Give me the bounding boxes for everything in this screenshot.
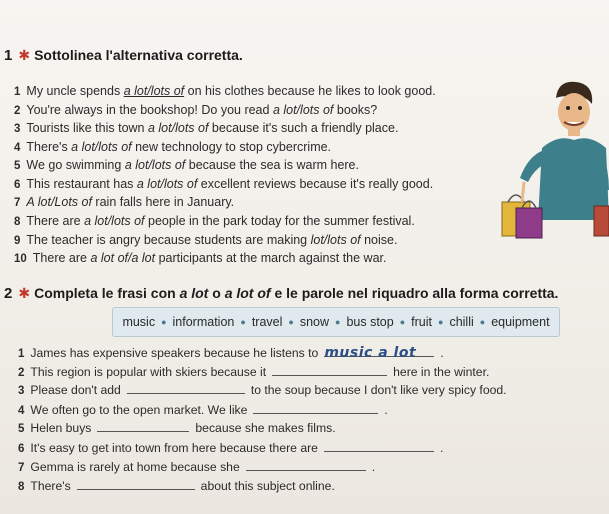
item-options[interactable]: a lot/lots of [84, 214, 145, 228]
exercise-1-item [14, 103, 377, 117]
exercise-2-item [18, 345, 444, 360]
item-text: . [384, 403, 388, 417]
item-text: Gemma is rarely at home because she [30, 460, 240, 474]
item-text: This region is popular with skiers because it [30, 365, 267, 379]
item-text: It's easy to get into town from here because there are [30, 441, 318, 455]
item-text: You're always in the bookshop! Do you read [26, 103, 273, 117]
item-text: My uncle spends [26, 84, 124, 98]
item-text: participants at the march against the war. [155, 251, 387, 265]
word-option: travel [251, 315, 283, 329]
answer-blank[interactable] [324, 345, 434, 361]
exercise-1-item [14, 158, 359, 172]
answer-blank[interactable] [127, 382, 245, 394]
exercise-1-item [14, 195, 234, 209]
exercise-2-item [18, 364, 489, 379]
exercise-2-item [18, 382, 507, 397]
item-options[interactable]: a lot/lots of [71, 140, 132, 154]
instruction-part: a lot [179, 285, 209, 301]
bullet-separator: ● [479, 317, 486, 327]
item-number: 5 [14, 160, 21, 172]
item-text: Helen buys [30, 421, 92, 435]
exercise-1-item [14, 177, 433, 191]
man-with-shopping-bags-illustration [498, 70, 609, 270]
item-text: . [371, 460, 376, 474]
item-text: This restaurant has [26, 177, 137, 191]
item-options[interactable]: a lot of/a lot [90, 251, 156, 265]
item-text: The teacher is angry because students are making [26, 233, 311, 247]
exercise-1-heading [4, 47, 243, 64]
item-number: 4 [14, 142, 21, 154]
exercise-number: 2 [4, 285, 13, 302]
item-number: 10 [14, 253, 27, 265]
item-number: 8 [18, 481, 25, 493]
exercise-2-item [18, 440, 443, 455]
item-number: 9 [14, 235, 21, 247]
answer-blank[interactable] [272, 364, 387, 376]
item-number: 2 [14, 105, 21, 117]
word-option: equipment [491, 315, 550, 329]
item-number: 7 [14, 197, 21, 209]
answer-blank[interactable] [77, 478, 195, 490]
bullet-separator: ● [438, 317, 444, 327]
item-text: books? [333, 103, 378, 117]
instruction-part: e le parole nel riquadro alla forma corretta. [270, 285, 559, 301]
item-text: There's [30, 479, 71, 493]
word-option: bus stop [346, 315, 394, 329]
exercise-2-item [18, 420, 336, 435]
item-text: here in the winter. [393, 365, 490, 379]
exercise-instruction: Sottolinea l'alternativa corretta. [34, 47, 243, 63]
exercise-number: 1 [4, 47, 13, 64]
exercise-1-item [14, 84, 436, 98]
item-text: James has expensive speakers because he listens to [30, 346, 319, 360]
item-options[interactable]: A lot/Lots of [26, 195, 92, 209]
item-options[interactable]: lot/lots of [310, 233, 361, 247]
item-number: 4 [18, 405, 25, 417]
bullet-separator: ● [161, 317, 167, 327]
exercise-2-heading [4, 285, 558, 302]
instruction-part: a lot of [224, 285, 271, 301]
item-text: There's [26, 140, 72, 154]
item-text: because the sea is warm here. [185, 158, 359, 172]
item-number: 5 [18, 423, 25, 435]
item-number: 3 [14, 123, 21, 135]
bullet-separator: ● [335, 317, 341, 327]
item-text: people in the park today for the summer festival. [144, 214, 415, 228]
item-text: rain falls here in January. [91, 195, 235, 209]
handwritten-answer: music a lot [324, 345, 417, 361]
item-number: 7 [18, 462, 25, 474]
word-option: music [122, 315, 156, 329]
bullet-separator: ● [288, 317, 294, 327]
item-text: Tourists like this town [26, 121, 148, 135]
instruction-part: Completa le frasi con [34, 285, 180, 301]
item-text: We often go to the open market. We like [30, 403, 248, 417]
item-options[interactable]: a lot/lots of [272, 103, 334, 117]
exercise-1-item [14, 251, 386, 265]
star-icon: ✱ [18, 47, 31, 63]
exercise-2-item [18, 478, 335, 493]
item-text: . [439, 441, 444, 455]
exercise-1-item [14, 233, 397, 247]
exercise-2-item [18, 402, 388, 417]
bullet-separator: ● [399, 317, 406, 327]
item-number: 1 [18, 348, 25, 360]
answer-blank[interactable] [97, 420, 189, 432]
item-text: because she makes films. [195, 421, 336, 435]
item-text: noise. [360, 233, 398, 247]
item-text: new technology to stop cybercrime. [131, 140, 332, 154]
item-text: because it's such a friendly place. [208, 121, 399, 135]
answer-blank[interactable] [324, 440, 434, 452]
word-option: chilli [449, 315, 474, 329]
item-text: There are [26, 214, 85, 228]
item-text: . [440, 346, 444, 360]
item-number: 6 [18, 443, 25, 455]
item-options[interactable]: a lot/lots of [147, 121, 209, 135]
instruction-part: o [208, 285, 225, 301]
exercise-1-item [14, 140, 331, 154]
item-text: There are [32, 251, 91, 265]
item-options[interactable]: a lot/lots of [123, 84, 185, 98]
word-option: fruit [411, 315, 432, 329]
item-number: 8 [14, 216, 21, 228]
item-text: We go swimming [26, 158, 125, 172]
word-option: snow [299, 315, 330, 329]
item-options[interactable]: a lot/lots of [136, 177, 198, 191]
exercise-1-item [14, 214, 415, 228]
exercise-2-item [18, 459, 375, 474]
item-text: on his clothes because he likes to look good. [184, 84, 436, 98]
item-text: to the soup because I don't like very spicy food. [250, 383, 507, 397]
item-number: 6 [14, 179, 21, 191]
item-number: 3 [18, 385, 25, 397]
item-text: about this subject online. [200, 479, 335, 493]
word-option: information [172, 315, 235, 329]
star-icon: ✱ [18, 285, 31, 301]
answer-blank[interactable] [253, 402, 378, 414]
bullet-separator: ● [240, 317, 246, 327]
exercise-1-item [14, 121, 398, 135]
item-number: 2 [18, 367, 25, 379]
word-box [112, 307, 560, 337]
item-text: excellent reviews because it's really good. [197, 177, 434, 191]
answer-blank[interactable] [246, 459, 366, 471]
item-number: 1 [14, 86, 21, 98]
item-text: Please don't add [30, 383, 121, 397]
item-options[interactable]: a lot/lots of [124, 158, 186, 172]
